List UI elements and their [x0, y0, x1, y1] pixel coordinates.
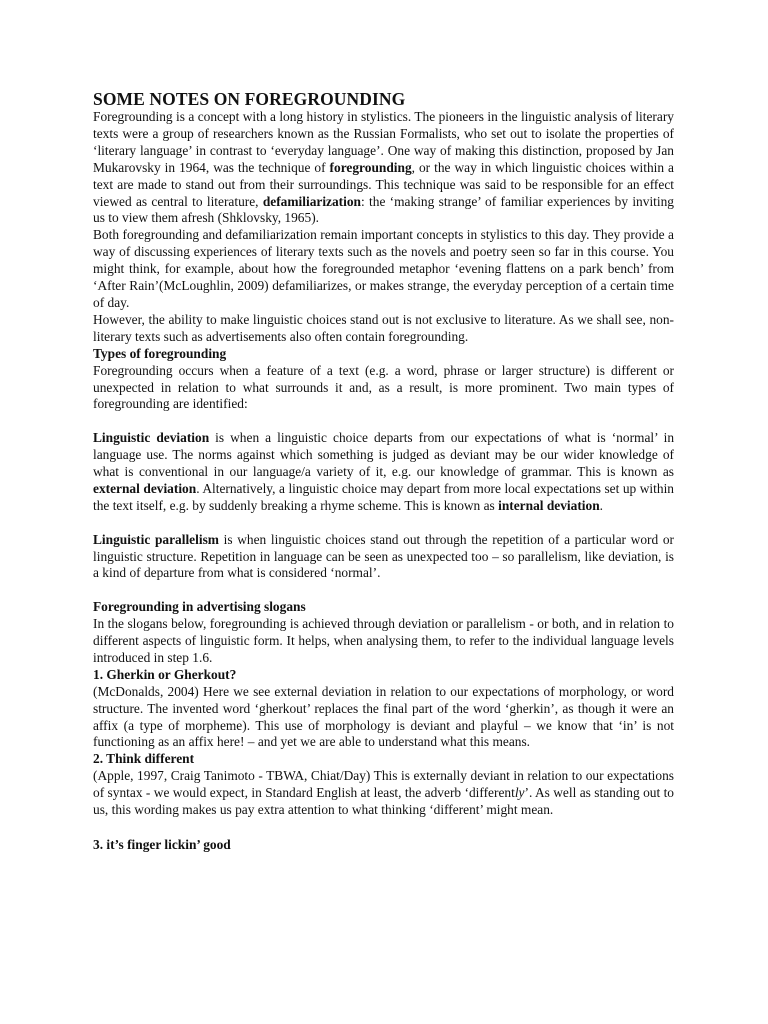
term-internal-deviation: internal deviation	[498, 497, 600, 513]
concepts-paragraph: Both foregrounding and defamiliarization remain important concepts in stylistics to this day. They provide a way of discussing experiences of literary texts such as the novels and poetry seen so far in this course. You might think, for example, about how the foregrounded metaphor ‘evening flattens on a park bench’ from ‘After Rain’(McLoughlin, 2009) defamiliarizes, or makes strange, the everyday perception of a certain time of day.	[93, 227, 674, 310]
parallelism-paragraph	[93, 532, 674, 583]
term-linguistic-parallelism: Linguistic parallelism	[93, 531, 219, 547]
slogan-2-italic-ly: ly	[514, 785, 525, 801]
term-defamiliarization: defamiliarization	[262, 193, 362, 209]
document-title: SOME NOTES ON FOREGROUNDING	[93, 89, 406, 109]
slogan-2-heading: 2. Think different	[93, 751, 195, 767]
intro-text-1: Foregrounding is a concept with a long history in stylistics. The pioneers in the linguistic analysis of literary texts were a group of researchers known as the Russian Formalists, who set out to isolate the properties of ‘literary language’ in contrast to ‘everyday language’. One way of making this distinction, proposed by Jan Mukarovsky in 1964, was the technique of	[93, 109, 674, 175]
spacer	[93, 819, 674, 837]
slogan-2-text-1: (Apple, 1997, Craig Tanimoto - TBWA, Chiat/Day) This is externally deviant in relation to our expectations of syntax - we would expect, in Standard English at least, the adverb ‘different	[93, 768, 674, 801]
parallelism-text: is when linguistic choices stand out through the repetition of a particular word or linguistic structure. Repetition in language can be seen as unexpected too – so parallelism, like deviation, is a kind of departure from what is considered ‘normal’.	[93, 531, 674, 581]
types-paragraph: Foregrounding occurs when a feature of a text (e.g. a word, phrase or larger structure) is different or unexpected in relation to what surrounds it and, as a result, is more prominent. Two main types of foregrounding are identified:	[93, 362, 674, 412]
deviation-text-1: is when a linguistic choice departs from our expectations of what is ‘normal’ in language use. The norms against which something is judged as deviant may be our wider knowledge of what is conventional in our language/a variety of it, e.g. our knowledge of grammar. This is known as	[93, 430, 675, 480]
slogans-paragraph: In the slogans below, foregrounding is achieved through deviation or parallelism - or both, and in relation to different aspects of linguistic form. It helps, when analysing them, to refer to the individual language levels introduced in step 1.6.	[93, 616, 674, 665]
intro-paragraph	[93, 109, 674, 227]
spacer	[93, 582, 674, 599]
slogans-heading: Foregrounding in advertising slogans	[93, 599, 306, 615]
slogan-1-heading: 1. Gherkin or Gherkout?	[93, 666, 237, 682]
term-external-deviation: external deviation	[93, 480, 197, 496]
term-foregrounding: foregrounding	[329, 159, 412, 175]
intro-text-3: : the ‘making strange’ of familiar experiences by inviting us to view them afresh (Shklovsky, 1965).	[93, 193, 675, 226]
slogan-2-text-2: ’. As well as standing out to us, this wording makes us pay extra attention to what thinking ‘different’ might mean.	[93, 785, 674, 818]
slogan-2-paragraph	[93, 768, 674, 819]
intro-text-2: , or the way in which linguistic choices within a text are made to stand out from their surroundings. This technique was said to be responsible for an effect viewed as central to literature,	[93, 159, 675, 209]
term-linguistic-deviation: Linguistic deviation	[93, 430, 210, 446]
deviation-text-3: .	[599, 497, 604, 513]
deviation-paragraph	[93, 430, 674, 515]
types-heading: Types of foregrounding	[93, 345, 227, 361]
spacer	[93, 413, 674, 430]
spacer	[93, 515, 674, 532]
deviation-text-2: . Alternatively, a linguistic choice may depart from more local expectations set up within the text itself, e.g. by suddenly breaking a rhyme scheme. This is known as	[93, 480, 674, 513]
slogan-1-paragraph: (McDonalds, 2004) Here we see external deviation in relation to our expectations of morphology, or word structure. The invented word ‘gherkout’ replaces the final part of the word ‘gherkin’, as though it were an affix (a type of morpheme). This use of morphology is deviant and playful – we know that ‘in’ is not functioning as an affix here! – and yet we are able to understand what this means.	[93, 683, 674, 750]
document-page	[93, 89, 674, 854]
non-literary-paragraph: However, the ability to make linguistic choices stand out is not exclusive to literature. As we shall see, non-literary texts such as advertisements also often contain foregrounding.	[93, 311, 674, 344]
slogan-3-heading: 3. it’s finger lickin’ good	[93, 837, 231, 853]
